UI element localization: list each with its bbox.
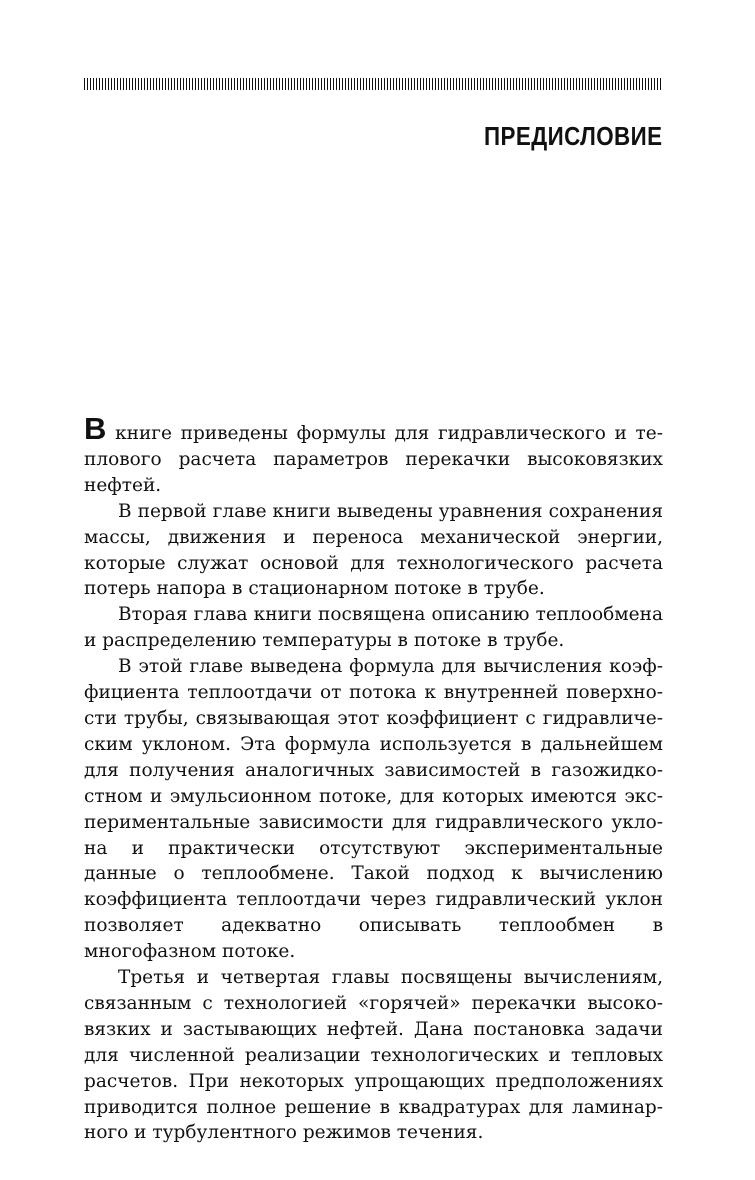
paragraph-3: Вторая глава книги посвящена описанию теплообмена и распределению температуры в потоке в трубе. [84, 604, 663, 652]
paragraph-2: В первой главе книги выведены уравнения сохранения массы, движения и переноса механической энергии, которые служат основой для технологического расчета потерь напора в стационарном потоке в трубе. [84, 500, 663, 600]
paragraph-4: В этой главе выведена формула для вычисления коэффициента теплоотдачи от потока к внутренней поверхности трубы, связывающая этот коэффициент с гидравлическим уклоном. Эта формула используется в дальнейшем для получения аналогичных зависимостей в газожидкостном и эмульсионном потоке, для которых имеются экспериментальные зависимости для гидравлического уклона и практически отсутствуют экспериментальные данные о теплообмене. Такой подход к вычислению коэффициента теплоотдачи через гидравлический уклон позволяет адекватно описывать теплообмен в многофазном потоке. [84, 656, 663, 963]
paragraph-1-text: книге приведены формулы для гидравлического и теплового расчета параметров перекачки высоковязких нефтей. [84, 423, 663, 496]
drop-cap: В [84, 411, 107, 446]
page-title: ПРЕДИСЛОВИЕ [483, 121, 662, 151]
paragraph-5: Третья и четвертая главы посвящены вычислениям, связанным с технологией «горячей» перекачки высоковязких и застывающих нефтей. Дана постановка задачи для численной реализации технологических и тепловых расчетов. При некоторых упрощающих предположениях приводится полное решение в квадратурах для ламинарного и турбулентного режимов течения. [84, 967, 663, 1144]
preface-text [84, 411, 663, 1146]
paragraph-1 [84, 411, 663, 499]
header-rule [84, 78, 663, 90]
